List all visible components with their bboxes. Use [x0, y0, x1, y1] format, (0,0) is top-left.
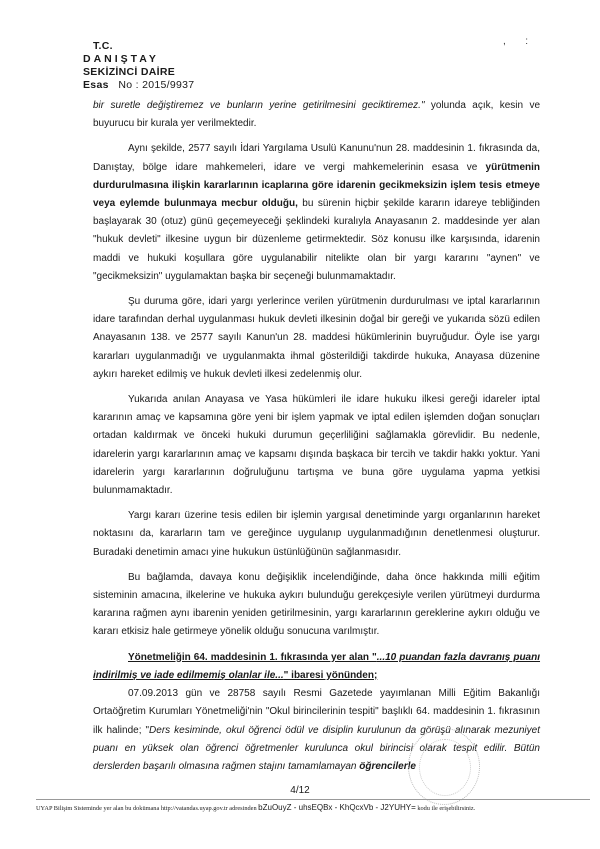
section-heading [93, 649, 540, 685]
paragraph-3: Şu duruma göre, idari yargı yerlerince verilen yürütmenin durdurulması ve iptal kararlarının idare tarafından derhal uygulanması hukuk devleti ilkesinin doğal bir gereği ve yukarıda sözü edilen Anayasanın 138. ve 2577 sayılı Kanun'un 28. maddesi hükümlerinin buyruğudur. Öyle ise yargı kararları uygulanmadığı ve uygulanmakta ihmal gösterildiği takdirde hukuka, Anayasa düzenine aykırı hareket edilmiş ve hukuk devleti ilkesi zedelenmiş olur. [93, 296, 540, 380]
document-header [83, 40, 194, 92]
header-tc: T.C. [93, 40, 113, 52]
scan-mark-2: : [525, 36, 528, 47]
p2-part-a: Aynı şekilde, 2577 sayılı İdari Yargılama Usulü Kanunu'nun 28. maddesinin 1. fıkrasında da, Danıştay, bölge idare mahkemeleri, idare ve vergi mahkemelerinin esasa ve [93, 143, 540, 173]
heading-part-a: Yönetmeliğin 64. maddesinin 1. fıkrasında yer alan " [128, 651, 377, 663]
heading-italic: ...10 puandan fazla davranış puanı indirilmiş ve iade edilmemiş olanlar ile... [93, 651, 541, 681]
paragraph-1 [93, 97, 540, 133]
p1-rest: yolunda açık, kesin ve buyurucu bir kurala yer verilmektedir. [93, 100, 541, 130]
p7-part-a: 07.09.2013 gün ve 28758 sayılı Resmi Gazetede yayımlanan Milli Eğitim Bakanlığı Ortaöğretim Kurumları Yönetmeliği'nin "Okul birincilerinin tespiti" başlıklı 64. maddesinin 1. fıkrasının ilk halinde; " [93, 688, 540, 736]
p7-bold-italic: öğrencilerle [359, 760, 416, 772]
paragraph-2 [93, 140, 540, 286]
header-court: DANIŞTAY [83, 53, 159, 65]
p1-italic: bir suretle değiştiremez ve bunların yerine getirilmesini geciktiremez." [93, 100, 425, 111]
scan-mark-1: , [502, 36, 506, 47]
heading-part-b: " ibaresi yönünden; [283, 669, 378, 681]
page-number: 4/12 [290, 785, 310, 796]
scan-marks [503, 36, 528, 47]
esas-label: Esas [83, 79, 109, 91]
paragraph-4: Yukarıda anılan Anayasa ve Yasa hükümleri ile idare hukuku ilkesi gereği idareler iptal kararının amaç ve kapsamına göre yeni bir işlem yapmak ve iptal edilen işlemden doğan sonuçları ortadan kaldırmak ve önceki hukuki durumun geçerliliğini sağlamakla görevlidir. Bu nedenle, idarelerin yargı kararlarının amaç ve kapsamı dışında başkaca bir tercih ve takdir hakkı yoktur. Yani idarelerin yargı kararlarının doğruluğunu tartışma ve buna göre uygulama yapma yetkisi bulunmamaktadır. [93, 394, 540, 497]
paragraph-5: Yargı kararı üzerine tesis edilen bir işlemin yargısal denetiminde yargı organlarının hareket noktasını da, kararların tam ve gereğince uygulanıp uygulanmadığının denetlenmesi oluşturur. Buradaki denetimin amacı yine hukukun üstünlüğünün sağlanmasıdır. [93, 510, 540, 558]
header-esas [83, 79, 194, 92]
esas-number: No : 2015/9937 [118, 79, 195, 91]
header-chamber: SEKİZİNCİ DAİRE [83, 66, 176, 78]
p7-italic: Ders kesiminde, okul öğrenci ödül ve disiplin kurulunun da görüşü alınarak mezuniyet puanı en yüksek olan öğrenci öğretmenler kurulunca okul birincisi olarak tespit edilir. Bütün derslerden başarılı olmasına rağmen stajını tamamlamayan [93, 724, 540, 772]
uyap-footer [36, 799, 590, 812]
footer-text-b: kodu ile erişebilirsiniz. [415, 805, 476, 812]
footer-text-a: UYAP Bilişim Sisteminde yer alan bu dokümana http://vatandas.uyap.gov.tr adresinden [36, 805, 259, 812]
p2-bold: yürütmenin durdurulmasına ilişkin kararlarının icaplarına göre idarenin gecikmeksizin işlem tesis etmeye veya eylemde bulunmaya mecbur olduğu, [93, 161, 540, 210]
verification-code: bZuOuyZ - uhsEQBx - KhQcxVb - J2YUHY= [258, 803, 416, 812]
document-body [93, 97, 540, 776]
paragraph-6: Bu bağlamda, davaya konu değişiklik incelendiğinde, daha önce hakkında milli eğitim sisteminin amacına, ilkelerine ve hukuka aykırı bulunduğu gerekçesiyle verilen yürütmeyi durdurma kararına rağmen aynı ibarenin yeniden getirilmesinin, yargı kararlarının gereklerine aykırı olduğu ve kararı etkisiz hale getirmeye yönelik olduğu sonucuna varılmıştır. [93, 571, 540, 638]
p2-part-b: bu sürenin hiçbir şekilde kararın idareye tebliğinden başlayarak 30 (otuz) günü geçemeyeceği şeklindeki kuralıyla Anayasanın 2. maddesinde yer alan "hukuk devleti" ilkesine uygun bir düzenleme getirmektedir. Söz konusu ilke karşısında, idarenin maddi ve hukuki koşullara göre uygulanabilir nitelikte olan bir yargı kararını "aynen" ve "gecikmeksizin" uygulamaktan başka bir seçeneği bulunmamaktadır. [93, 198, 540, 282]
